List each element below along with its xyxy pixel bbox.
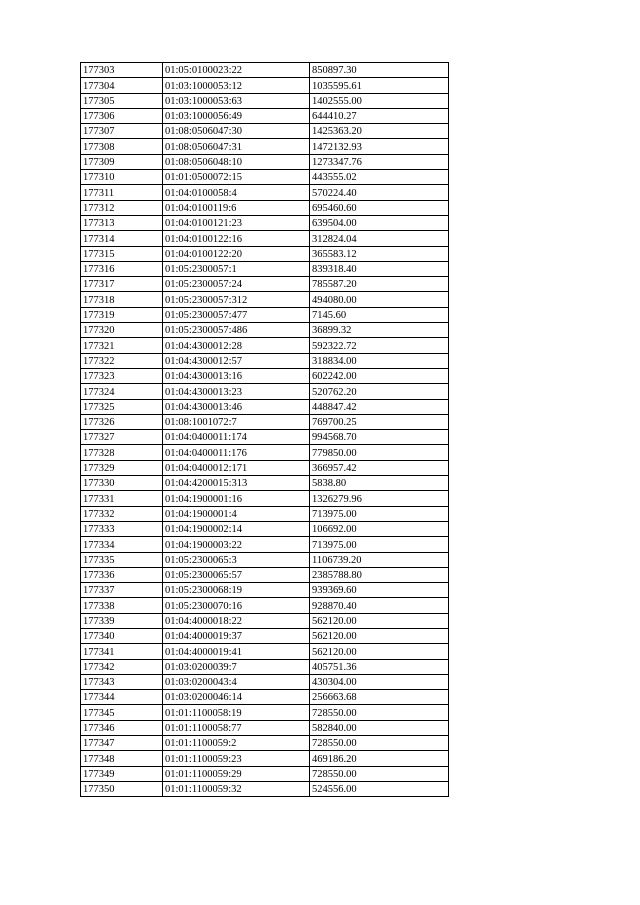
- row-id-cell: 177345: [81, 705, 163, 720]
- value-cell: 1273347.76: [310, 154, 449, 169]
- row-id-cell: 177325: [81, 399, 163, 414]
- table-row: [81, 170, 449, 185]
- cadastral-number-cell: 01:03:1000053:63: [163, 93, 310, 108]
- table-row: [81, 491, 449, 506]
- row-id-cell: 177324: [81, 384, 163, 399]
- value-cell: 1326279.96: [310, 491, 449, 506]
- row-id-cell: 177343: [81, 674, 163, 689]
- cadastral-number-cell: 01:04:4000018:22: [163, 613, 310, 628]
- data-table: [80, 62, 449, 797]
- value-cell: 494080.00: [310, 292, 449, 307]
- cadastral-number-cell: 01:05:0100023:22: [163, 63, 310, 78]
- value-cell: 365583.12: [310, 246, 449, 261]
- row-id-cell: 177313: [81, 215, 163, 230]
- table-row: [81, 537, 449, 552]
- row-id-cell: 177306: [81, 108, 163, 123]
- table-row: [81, 720, 449, 735]
- cadastral-number-cell: 01:03:0200039:7: [163, 659, 310, 674]
- table-row: [81, 399, 449, 414]
- table-row: [81, 246, 449, 261]
- cadastral-number-cell: 01:05:2300057:477: [163, 307, 310, 322]
- value-cell: 1472132.93: [310, 139, 449, 154]
- value-cell: 1402555.00: [310, 93, 449, 108]
- cadastral-number-cell: 01:04:0100119:6: [163, 200, 310, 215]
- row-id-cell: 177340: [81, 628, 163, 643]
- cadastral-number-cell: 01:08:0506048:10: [163, 154, 310, 169]
- value-cell: 469186.20: [310, 751, 449, 766]
- value-cell: 713975.00: [310, 537, 449, 552]
- cadastral-number-cell: 01:01:1100059:29: [163, 766, 310, 781]
- row-id-cell: 177305: [81, 93, 163, 108]
- row-id-cell: 177327: [81, 430, 163, 445]
- cadastral-number-cell: 01:01:1100058:77: [163, 720, 310, 735]
- cadastral-number-cell: 01:05:2300057:312: [163, 292, 310, 307]
- table-row: [81, 139, 449, 154]
- table-row: [81, 414, 449, 429]
- cadastral-number-cell: 01:05:2300070:16: [163, 598, 310, 613]
- table-row: [81, 751, 449, 766]
- row-id-cell: 177336: [81, 567, 163, 582]
- value-cell: 839318.40: [310, 261, 449, 276]
- row-id-cell: 177307: [81, 124, 163, 139]
- row-id-cell: 177333: [81, 521, 163, 536]
- value-cell: 779850.00: [310, 445, 449, 460]
- table-row: [81, 567, 449, 582]
- table-row: [81, 552, 449, 567]
- row-id-cell: 177347: [81, 736, 163, 751]
- cadastral-number-cell: 01:03:1000053:12: [163, 78, 310, 93]
- row-id-cell: 177346: [81, 720, 163, 735]
- row-id-cell: 177344: [81, 690, 163, 705]
- cadastral-number-cell: 01:01:1100059:32: [163, 781, 310, 796]
- row-id-cell: 177311: [81, 185, 163, 200]
- value-cell: 644410.27: [310, 108, 449, 123]
- cadastral-number-cell: 01:04:0400012:171: [163, 460, 310, 475]
- cadastral-number-cell: 01:04:4200015:313: [163, 476, 310, 491]
- row-id-cell: 177319: [81, 307, 163, 322]
- row-id-cell: 177329: [81, 460, 163, 475]
- cadastral-number-cell: 01:04:1900002:14: [163, 521, 310, 536]
- table-row: [81, 598, 449, 613]
- table-row: [81, 277, 449, 292]
- row-id-cell: 177330: [81, 476, 163, 491]
- value-cell: 562120.00: [310, 613, 449, 628]
- table-row: [81, 231, 449, 246]
- table-row: [81, 445, 449, 460]
- table-row: [81, 476, 449, 491]
- value-cell: 562120.00: [310, 628, 449, 643]
- table-row: [81, 338, 449, 353]
- row-id-cell: 177326: [81, 414, 163, 429]
- cadastral-number-cell: 01:05:2300065:57: [163, 567, 310, 582]
- cadastral-number-cell: 01:04:1900001:16: [163, 491, 310, 506]
- value-cell: 448847.42: [310, 399, 449, 414]
- value-cell: 562120.00: [310, 644, 449, 659]
- value-cell: 1425363.20: [310, 124, 449, 139]
- row-id-cell: 177331: [81, 491, 163, 506]
- value-cell: 430304.00: [310, 674, 449, 689]
- value-cell: 106692.00: [310, 521, 449, 536]
- table-row: [81, 460, 449, 475]
- cadastral-number-cell: 01:04:4300013:23: [163, 384, 310, 399]
- table-row: [81, 78, 449, 93]
- cadastral-number-cell: 01:05:2300068:19: [163, 583, 310, 598]
- value-cell: 928870.40: [310, 598, 449, 613]
- row-id-cell: 177339: [81, 613, 163, 628]
- cadastral-number-cell: 01:04:0400011:176: [163, 445, 310, 460]
- value-cell: 318834.00: [310, 353, 449, 368]
- table-row: [81, 307, 449, 322]
- row-id-cell: 177312: [81, 200, 163, 215]
- cadastral-number-cell: 01:08:0506047:30: [163, 124, 310, 139]
- row-id-cell: 177342: [81, 659, 163, 674]
- value-cell: 602242.00: [310, 368, 449, 383]
- cadastral-number-cell: 01:01:1100059:2: [163, 736, 310, 751]
- table-row: [81, 506, 449, 521]
- table-row: [81, 200, 449, 215]
- row-id-cell: 177328: [81, 445, 163, 460]
- value-cell: 994568.70: [310, 430, 449, 445]
- row-id-cell: 177335: [81, 552, 163, 567]
- value-cell: 769700.25: [310, 414, 449, 429]
- value-cell: 5838.80: [310, 476, 449, 491]
- value-cell: 728550.00: [310, 705, 449, 720]
- cadastral-number-cell: 01:04:4000019:41: [163, 644, 310, 659]
- cadastral-number-cell: 01:01:1100058:19: [163, 705, 310, 720]
- table-row: [81, 215, 449, 230]
- row-id-cell: 177315: [81, 246, 163, 261]
- table-row: [81, 521, 449, 536]
- row-id-cell: 177337: [81, 583, 163, 598]
- value-cell: 366957.42: [310, 460, 449, 475]
- table-row: [81, 63, 449, 78]
- row-id-cell: 177309: [81, 154, 163, 169]
- table-row: [81, 124, 449, 139]
- row-id-cell: 177322: [81, 353, 163, 368]
- value-cell: 728550.00: [310, 766, 449, 781]
- cadastral-number-cell: 01:04:1900003:22: [163, 537, 310, 552]
- cadastral-number-cell: 01:04:4300013:46: [163, 399, 310, 414]
- value-cell: 312824.04: [310, 231, 449, 246]
- cadastral-number-cell: 01:05:2300057:486: [163, 323, 310, 338]
- value-cell: 785587.20: [310, 277, 449, 292]
- table-row: [81, 705, 449, 720]
- row-id-cell: 177338: [81, 598, 163, 613]
- cadastral-number-cell: 01:04:0100121:23: [163, 215, 310, 230]
- cadastral-number-cell: 01:01:0500072:15: [163, 170, 310, 185]
- value-cell: 592322.72: [310, 338, 449, 353]
- value-cell: 695460.60: [310, 200, 449, 215]
- value-cell: 850897.30: [310, 63, 449, 78]
- table-row: [81, 690, 449, 705]
- value-cell: 1035595.61: [310, 78, 449, 93]
- cadastral-number-cell: 01:01:1100059:23: [163, 751, 310, 766]
- cadastral-number-cell: 01:08:0506047:31: [163, 139, 310, 154]
- row-id-cell: 177310: [81, 170, 163, 185]
- table-row: [81, 108, 449, 123]
- row-id-cell: 177349: [81, 766, 163, 781]
- cadastral-number-cell: 01:04:0100122:16: [163, 231, 310, 246]
- table-row: [81, 353, 449, 368]
- value-cell: 2385788.80: [310, 567, 449, 582]
- table-row: [81, 628, 449, 643]
- value-cell: 939369.60: [310, 583, 449, 598]
- row-id-cell: 177334: [81, 537, 163, 552]
- row-id-cell: 177303: [81, 63, 163, 78]
- row-id-cell: 177318: [81, 292, 163, 307]
- cadastral-number-cell: 01:04:0100122:20: [163, 246, 310, 261]
- value-cell: 405751.36: [310, 659, 449, 674]
- row-id-cell: 177317: [81, 277, 163, 292]
- cadastral-number-cell: 01:04:1900001:4: [163, 506, 310, 521]
- cadastral-number-cell: 01:08:1001072:7: [163, 414, 310, 429]
- cadastral-number-cell: 01:04:4000019:37: [163, 628, 310, 643]
- table-row: [81, 368, 449, 383]
- table-body: [81, 63, 449, 797]
- table-row: [81, 766, 449, 781]
- table-row: [81, 583, 449, 598]
- table-row: [81, 323, 449, 338]
- value-cell: 520762.20: [310, 384, 449, 399]
- row-id-cell: 177308: [81, 139, 163, 154]
- table-row: [81, 644, 449, 659]
- value-cell: 1106739.20: [310, 552, 449, 567]
- table-row: [81, 292, 449, 307]
- value-cell: 256663.68: [310, 690, 449, 705]
- row-id-cell: 177332: [81, 506, 163, 521]
- cadastral-number-cell: 01:03:0200043:4: [163, 674, 310, 689]
- row-id-cell: 177304: [81, 78, 163, 93]
- cadastral-number-cell: 01:03:0200046:14: [163, 690, 310, 705]
- value-cell: 524556.00: [310, 781, 449, 796]
- cadastral-number-cell: 01:05:2300057:24: [163, 277, 310, 292]
- table-row: [81, 659, 449, 674]
- table-row: [81, 185, 449, 200]
- cadastral-number-cell: 01:03:1000056:49: [163, 108, 310, 123]
- cadastral-number-cell: 01:05:2300057:1: [163, 261, 310, 276]
- table-row: [81, 613, 449, 628]
- value-cell: 582840.00: [310, 720, 449, 735]
- table-row: [81, 736, 449, 751]
- table-row: [81, 261, 449, 276]
- table-row: [81, 674, 449, 689]
- cadastral-number-cell: 01:04:0100058:4: [163, 185, 310, 200]
- row-id-cell: 177314: [81, 231, 163, 246]
- cadastral-number-cell: 01:05:2300065:3: [163, 552, 310, 567]
- table-row: [81, 384, 449, 399]
- table-row: [81, 154, 449, 169]
- cadastral-number-cell: 01:04:4300012:57: [163, 353, 310, 368]
- table-row: [81, 93, 449, 108]
- value-cell: 728550.00: [310, 736, 449, 751]
- value-cell: 639504.00: [310, 215, 449, 230]
- row-id-cell: 177350: [81, 781, 163, 796]
- row-id-cell: 177348: [81, 751, 163, 766]
- row-id-cell: 177341: [81, 644, 163, 659]
- row-id-cell: 177321: [81, 338, 163, 353]
- value-cell: 713975.00: [310, 506, 449, 521]
- row-id-cell: 177316: [81, 261, 163, 276]
- cadastral-number-cell: 01:04:4300013:16: [163, 368, 310, 383]
- cadastral-number-cell: 01:04:4300012:28: [163, 338, 310, 353]
- table-row: [81, 430, 449, 445]
- value-cell: 443555.02: [310, 170, 449, 185]
- value-cell: 570224.40: [310, 185, 449, 200]
- value-cell: 7145.60: [310, 307, 449, 322]
- table-row: [81, 781, 449, 796]
- row-id-cell: 177320: [81, 323, 163, 338]
- row-id-cell: 177323: [81, 368, 163, 383]
- cadastral-number-cell: 01:04:0400011:174: [163, 430, 310, 445]
- value-cell: 36899.32: [310, 323, 449, 338]
